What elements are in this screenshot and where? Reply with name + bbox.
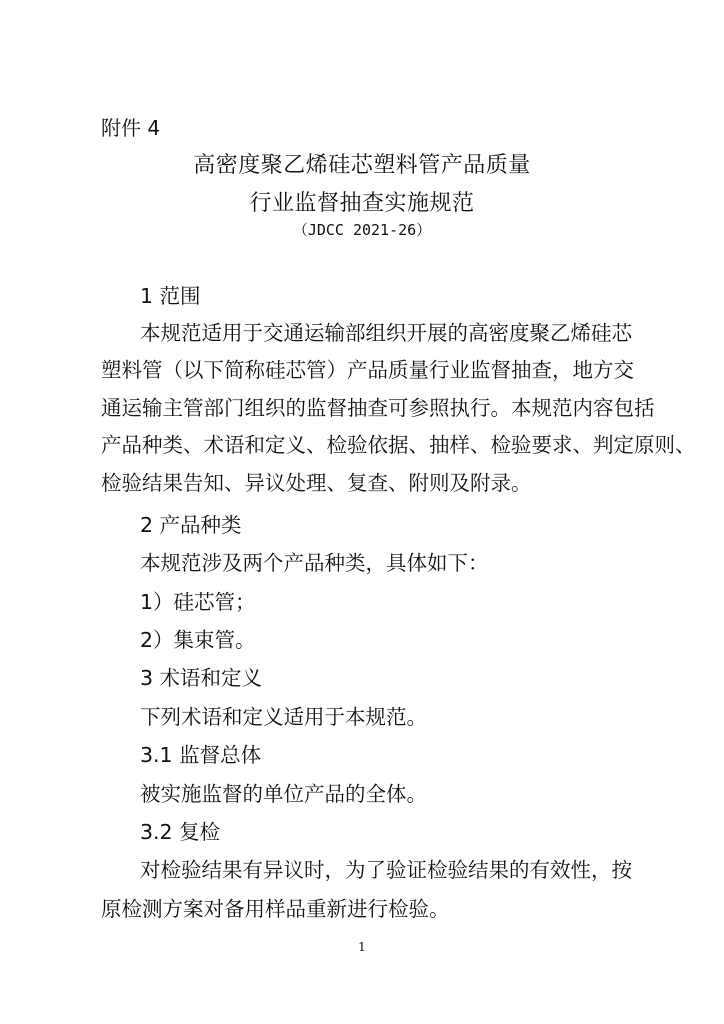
section-2-heading: 2 产品种类 bbox=[140, 513, 242, 537]
document-title-line-1: 高密度聚乙烯硅芯塑料管产品质量 bbox=[193, 153, 531, 178]
scope-paragraph-line: 产品种类、术语和定义、检验依据、抽样、检验要求、判定原则、 bbox=[101, 433, 696, 457]
product-intro: 本规范涉及两个产品种类，具体如下： bbox=[140, 551, 489, 575]
scope-paragraph-line: 检验结果告知、异议处理、复查、附则及附录。 bbox=[101, 471, 532, 495]
terms-intro: 下列术语和定义适用于本规范。 bbox=[140, 705, 427, 729]
term-3-1-definition: 被实施监督的单位产品的全体。 bbox=[140, 782, 427, 806]
term-3-1-heading: 3.1 监督总体 bbox=[140, 743, 262, 767]
page-number: 1 bbox=[358, 940, 366, 954]
section-1-heading: 1 范围 bbox=[140, 284, 201, 308]
scope-paragraph-line: 塑料管（以下简称硅芯管）产品质量行业监督抽查，地方交 bbox=[101, 358, 634, 382]
term-3-2-heading: 3.2 复检 bbox=[140, 820, 221, 844]
attachment-label: 附件 4 bbox=[101, 116, 161, 140]
document-code: （JDCC 2021-26） bbox=[292, 221, 432, 239]
document-title-line-2: 行业监督抽查实施规范 bbox=[249, 191, 475, 216]
term-3-2-definition-line: 原检测方案对备用样品重新进行检验。 bbox=[101, 897, 450, 921]
section-3-heading: 3 术语和定义 bbox=[140, 666, 263, 690]
scope-paragraph-line: 通运输主管部门组织的监督抽查可参照执行。本规范内容包括 bbox=[101, 396, 655, 420]
product-item: 2）集束管。 bbox=[140, 628, 256, 652]
product-item: 1）硅芯管； bbox=[140, 590, 256, 614]
scope-paragraph-line: 本规范适用于交通运输部组织开展的高密度聚乙烯硅芯 bbox=[140, 321, 632, 345]
term-3-2-definition-line: 对检验结果有异议时，为了验证检验结果的有效性，按 bbox=[140, 858, 632, 882]
